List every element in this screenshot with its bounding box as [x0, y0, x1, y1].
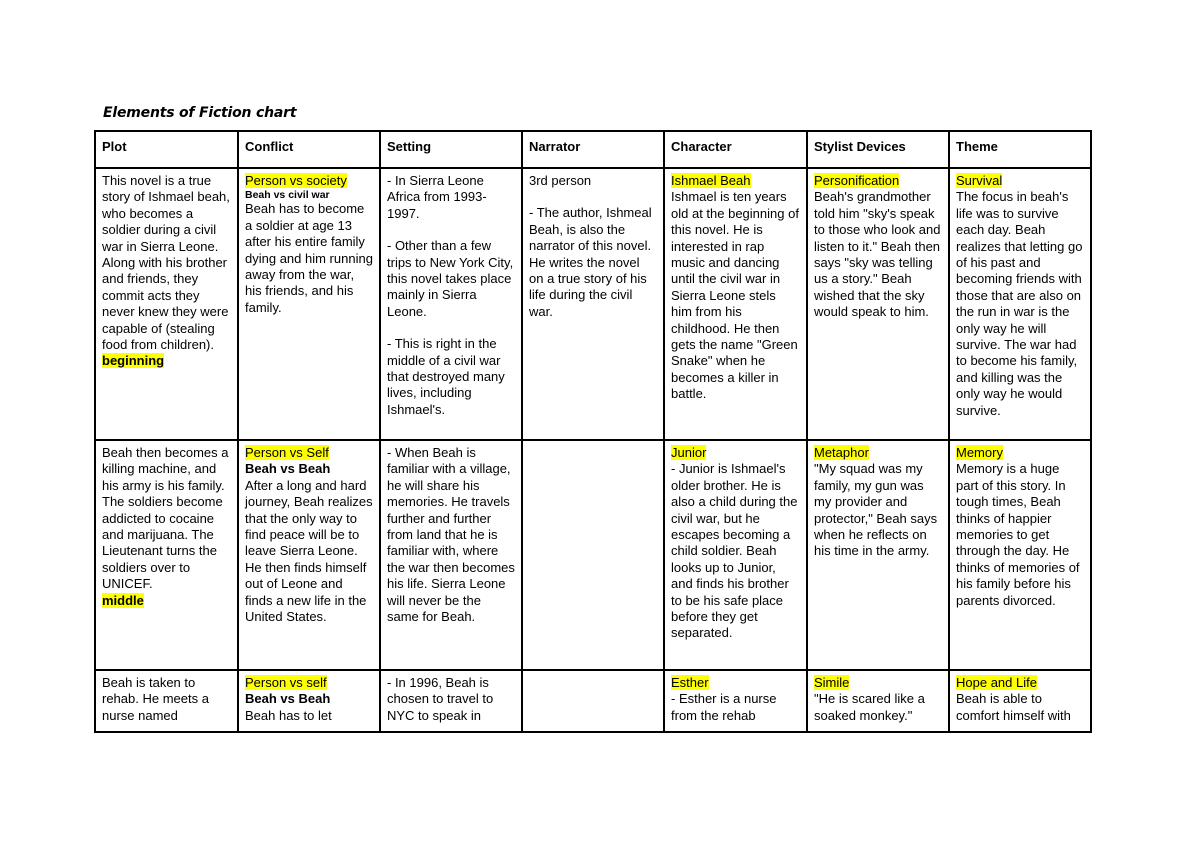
setting-text: - This is right in the middle of a civil war that destroyed many lives, including Ishmael's. — [387, 336, 505, 417]
conflict-text: After a long and hard journey, Beah realizes that the only way to find peace will be to leave Sierra Leone. He then finds himself out of Leone and finds a new life in the United States. — [245, 477, 373, 625]
header-stylist-devices: Stylist Devices — [807, 131, 949, 168]
setting-cell — [380, 670, 522, 732]
conflict-cell — [238, 670, 380, 732]
character-name: Junior — [671, 445, 707, 460]
setting-text: - In Sierra Leone Africa from 1993-1997. — [387, 173, 487, 221]
plot-stage-label: beginning — [102, 353, 165, 369]
conflict-subtitle: Beah vs civil war — [245, 189, 330, 202]
conflict-text: Beah has to become a soldier at age 13 after his entire family dying and him running away from the war, his friends, and his family. — [245, 201, 373, 315]
plot-text: Beah then becomes a killing machine, and his army is his family. The soldiers become addicted to cocaine and marijuana. The Lieutenant turns the soldiers over to UNICEF. — [102, 445, 229, 592]
stylist-device-cell — [807, 168, 949, 440]
conflict-type: Person vs Self — [245, 445, 329, 460]
theme-cell — [949, 168, 1091, 440]
stylist-device-cell — [807, 670, 949, 732]
header-conflict: Conflict — [238, 131, 380, 168]
character-cell — [664, 440, 807, 670]
device-text: "My squad was my family, my gun was my provider and protector," Beah says when he reflects on his time in the army. — [814, 461, 938, 559]
device-name: Simile — [814, 675, 850, 690]
table-row — [95, 168, 1091, 440]
theme-cell — [949, 440, 1091, 670]
narrator-cell — [522, 168, 664, 440]
stylist-device-cell — [807, 440, 949, 670]
setting-text: - In 1996, Beah is chosen to travel to NYC to speak in — [387, 675, 494, 723]
conflict-subtitle: Beah vs Beah — [245, 691, 331, 707]
plot-cell — [95, 670, 238, 732]
device-text: Beah's grandmother told him "sky's speak to those who look and listen to it." Beah then says "sky was telling us a story." Beah wished that the sky would speak to him. — [814, 189, 941, 320]
conflict-subtitle: Beah vs Beah — [245, 461, 331, 477]
plot-stage-label: middle — [102, 592, 144, 608]
theme-name: Survival — [956, 173, 1003, 188]
character-text: - Esther is a nurse from the rehab — [671, 691, 777, 723]
setting-text: - Other than a few trips to New York City, this novel takes place mainly in Sierra Leone. — [387, 238, 514, 319]
theme-name: Memory — [956, 445, 1003, 460]
character-cell — [664, 670, 807, 732]
narrator-cell — [522, 440, 664, 670]
document-title: Elements of Fiction chart — [103, 105, 297, 121]
theme-cell — [949, 670, 1091, 732]
setting-text: - When Beah is familiar with a village, he will share his memories. He travels further and further from land that he is familiar with, where the war then becomes his life. Sierra Leone will never be the same for Beah. — [387, 445, 515, 625]
header-narrator: Narrator — [522, 131, 664, 168]
theme-name: Hope and Life — [956, 675, 1037, 690]
character-text: Ishmael is ten years old at the beginning of this novel. He is interested in rap music and dancing until the civil war in Sierra Leone stels him from his childhood. He then gets the name "Green Snake" when he becomes a killer in battle. — [671, 189, 799, 402]
narrator-type: 3rd person — [529, 173, 592, 188]
device-name: Personification — [814, 173, 900, 188]
character-text: - Junior is Ishmael's older brother. He is also a child during the civil war, but he escapes becoming a child soldier. Beah looks up to Junior, and finds his brother to be his safe place before they get separated. — [671, 461, 798, 641]
conflict-type: Person vs society — [245, 173, 347, 188]
conflict-type: Person vs self — [245, 675, 327, 690]
setting-cell — [380, 168, 522, 440]
device-text: "He is scared like a soaked monkey." — [814, 691, 925, 723]
header-row — [95, 131, 1091, 168]
header-theme: Theme — [949, 131, 1091, 168]
theme-text: The focus in beah's life was to survive each day. Beah realizes that letting go of his past and becoming friends with those that are also on the run in war is the only way he will survive. The war had to become his family, and killing was the only way he would survive. — [956, 189, 1083, 418]
setting-cell — [380, 440, 522, 670]
header-plot: Plot — [95, 131, 238, 168]
narrator-text: - The author, Ishmeal Beah, is also the narrator of this novel. He writes the novel on a true story of his life during the civil war. — [529, 205, 652, 319]
plot-cell — [95, 168, 238, 440]
plot-text: This novel is a true story of Ishmael beah, who becomes a soldier during a civil war in Sierra Leone. Along with his brother and friends, they commit acts they never knew they were capable of (stealing food from children). — [102, 173, 230, 353]
plot-text: Beah is taken to rehab. He meets a nurse named — [102, 675, 209, 723]
table-row — [95, 440, 1091, 670]
character-cell — [664, 168, 807, 440]
theme-text: Memory is a huge part of this story. In tough times, Beah thinks of happier memories to get through the day. He thinks of memories of his family before his parents divorced. — [956, 461, 1080, 608]
elements-of-fiction-table — [94, 130, 1092, 733]
theme-text: Beah is able to comfort himself with — [956, 691, 1071, 723]
header-setting: Setting — [380, 131, 522, 168]
conflict-text: Beah has to let — [245, 707, 332, 723]
header-character: Character — [664, 131, 807, 168]
conflict-cell — [238, 440, 380, 670]
plot-cell — [95, 440, 238, 670]
conflict-cell — [238, 168, 380, 440]
narrator-cell — [522, 670, 664, 732]
character-name: Ishmael Beah — [671, 173, 751, 188]
character-name: Esther — [671, 675, 709, 690]
table-row — [95, 670, 1091, 732]
device-name: Metaphor — [814, 445, 869, 460]
